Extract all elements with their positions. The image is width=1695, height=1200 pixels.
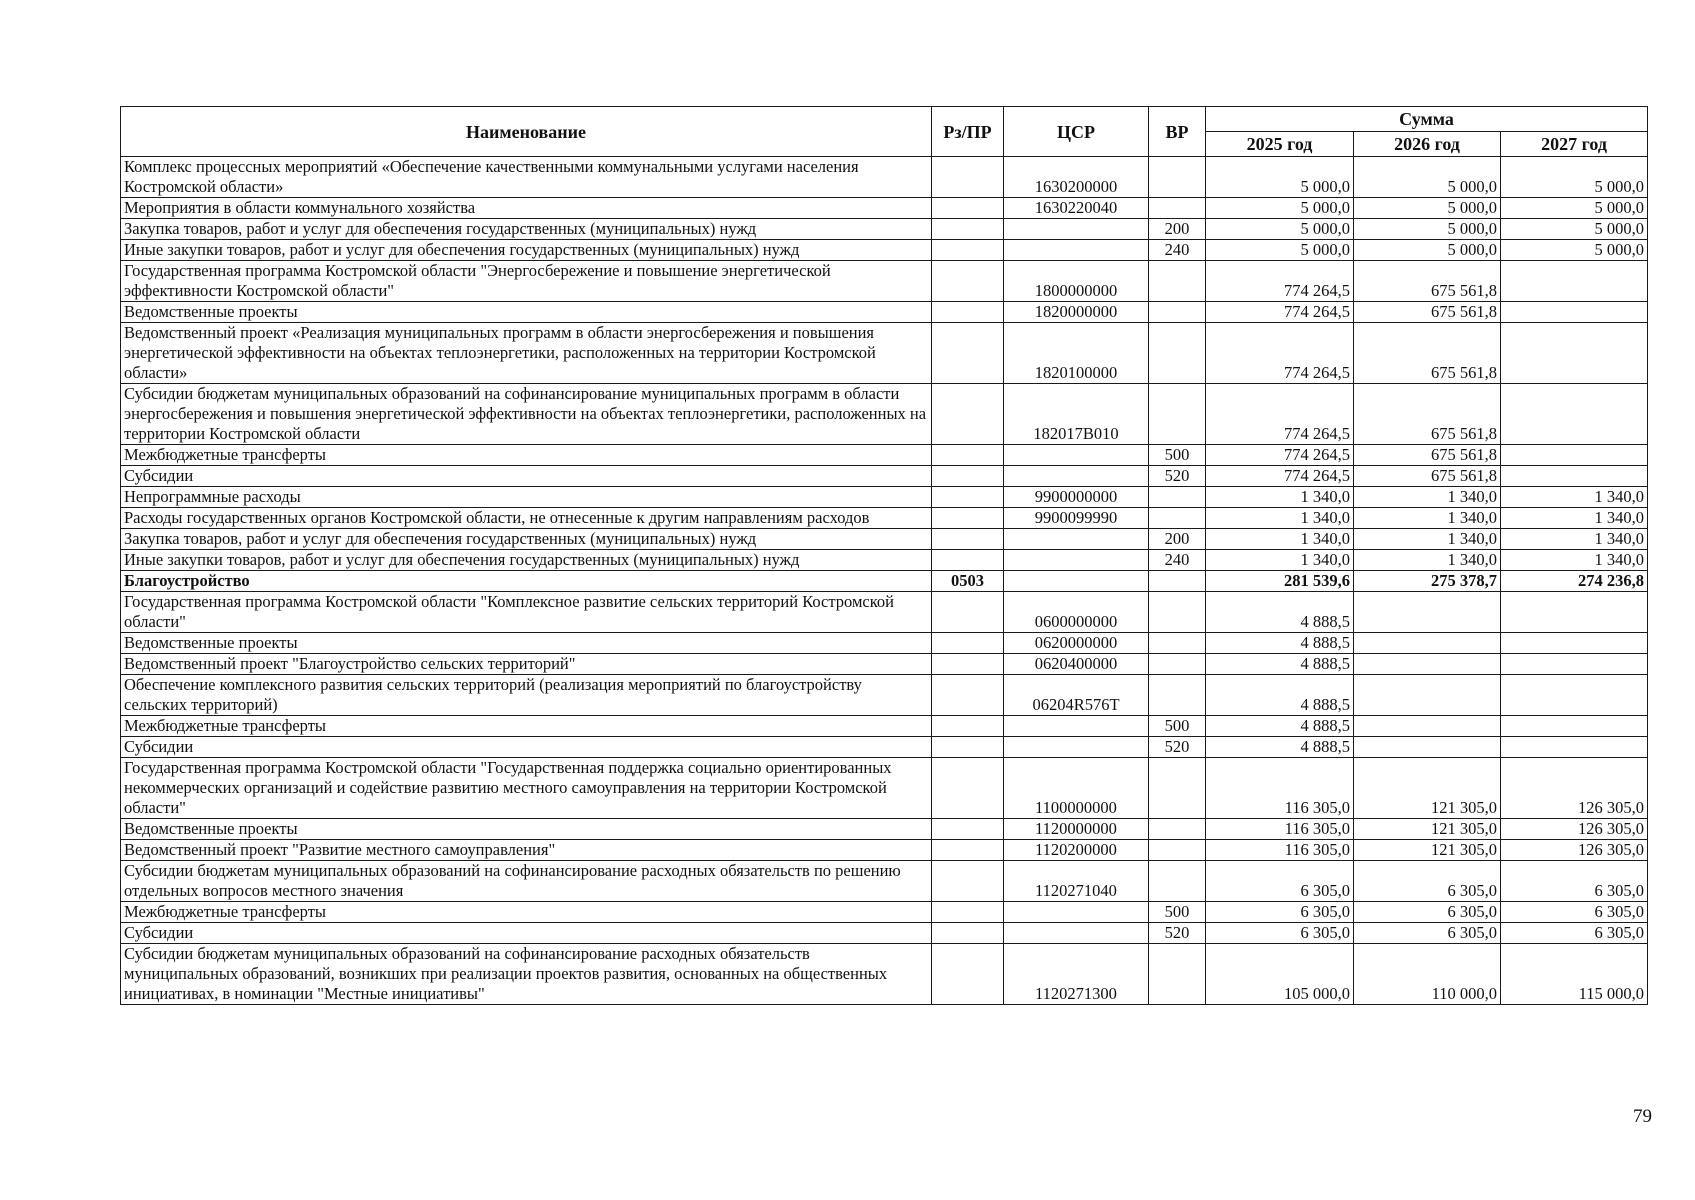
- cell-amount-2027: 6 305,0: [1501, 902, 1648, 923]
- cell-amount-2026: 121 305,0: [1354, 819, 1501, 840]
- cell-rzpr: [932, 198, 1004, 219]
- table-row: [121, 737, 1648, 758]
- cell-name: Непрограммные расходы: [121, 487, 932, 508]
- cell-rzpr: [932, 508, 1004, 529]
- cell-rzpr: [932, 737, 1004, 758]
- table-row: [121, 633, 1648, 654]
- cell-amount-2026: 675 561,8: [1354, 445, 1501, 466]
- cell-amount-2026: 5 000,0: [1354, 219, 1501, 240]
- cell-amount-2027: 6 305,0: [1501, 923, 1648, 944]
- header-name: Наименование: [121, 107, 932, 157]
- cell-rzpr: [932, 529, 1004, 550]
- cell-name: Субсидии бюджетам муниципальных образований на софинансирование расходных обязательств по решению отдельных вопросов местного значения: [121, 861, 932, 902]
- cell-name: Закупка товаров, работ и услуг для обеспечения государственных (муниципальных) нужд: [121, 529, 932, 550]
- cell-rzpr: [932, 550, 1004, 571]
- table-row: [121, 819, 1648, 840]
- cell-vr: 240: [1149, 240, 1206, 261]
- cell-name: Субсидии: [121, 466, 932, 487]
- cell-name: Субсидии: [121, 737, 932, 758]
- cell-amount-2026: [1354, 737, 1501, 758]
- cell-amount-2026: 6 305,0: [1354, 861, 1501, 902]
- cell-amount-2027: [1501, 716, 1648, 737]
- cell-rzpr: [932, 487, 1004, 508]
- table-row: [121, 466, 1648, 487]
- cell-amount-2026: 1 340,0: [1354, 550, 1501, 571]
- cell-csr: [1004, 240, 1149, 261]
- table-row: [121, 261, 1648, 302]
- cell-amount-2025: 116 305,0: [1206, 819, 1354, 840]
- table-row: [121, 219, 1648, 240]
- cell-amount-2027: [1501, 737, 1648, 758]
- cell-vr: [1149, 592, 1206, 633]
- cell-amount-2025: 281 539,6: [1206, 571, 1354, 592]
- cell-rzpr: [932, 840, 1004, 861]
- cell-name: Благоустройство: [121, 571, 932, 592]
- header-year-2026: 2026 год: [1354, 132, 1501, 157]
- cell-name: Ведомственный проект «Реализация муниципальных программ в области энергосбережения и повышения энергетической эффективности на объектах теплоэнергетики, расположенных на территории Костромской области»: [121, 323, 932, 384]
- cell-name: Межбюджетные трансферты: [121, 902, 932, 923]
- cell-csr: 182017В010: [1004, 384, 1149, 445]
- cell-amount-2026: 1 340,0: [1354, 508, 1501, 529]
- cell-amount-2026: 675 561,8: [1354, 466, 1501, 487]
- cell-rzpr: [932, 633, 1004, 654]
- header-sum: Сумма: [1206, 107, 1648, 132]
- cell-name: Ведомственные проекты: [121, 302, 932, 323]
- cell-csr: [1004, 716, 1149, 737]
- table-row: [121, 550, 1648, 571]
- cell-vr: 500: [1149, 716, 1206, 737]
- cell-amount-2025: 774 264,5: [1206, 323, 1354, 384]
- cell-csr: 1820000000: [1004, 302, 1149, 323]
- cell-csr: 1120271300: [1004, 944, 1149, 1005]
- cell-amount-2025: 4 888,5: [1206, 633, 1354, 654]
- table-row: [121, 923, 1648, 944]
- table-row: [121, 157, 1648, 198]
- cell-rzpr: [932, 675, 1004, 716]
- cell-name: Обеспечение комплексного развития сельских территорий (реализация мероприятий по благоустройству сельских территорий): [121, 675, 932, 716]
- cell-rzpr: [932, 384, 1004, 445]
- cell-vr: [1149, 819, 1206, 840]
- cell-amount-2026: 1 340,0: [1354, 529, 1501, 550]
- cell-csr: 1120271040: [1004, 861, 1149, 902]
- cell-rzpr: [932, 466, 1004, 487]
- cell-amount-2027: [1501, 654, 1648, 675]
- cell-name: Ведомственный проект "Благоустройство сельских территорий": [121, 654, 932, 675]
- cell-amount-2026: 675 561,8: [1354, 261, 1501, 302]
- cell-vr: [1149, 261, 1206, 302]
- cell-amount-2025: 4 888,5: [1206, 737, 1354, 758]
- cell-rzpr: [932, 902, 1004, 923]
- cell-amount-2025: 116 305,0: [1206, 840, 1354, 861]
- cell-csr: [1004, 466, 1149, 487]
- cell-vr: [1149, 487, 1206, 508]
- cell-vr: 200: [1149, 219, 1206, 240]
- cell-csr: 1630200000: [1004, 157, 1149, 198]
- cell-name: Межбюджетные трансферты: [121, 716, 932, 737]
- cell-rzpr: [932, 923, 1004, 944]
- table-row: [121, 716, 1648, 737]
- cell-vr: [1149, 758, 1206, 819]
- cell-amount-2027: [1501, 633, 1648, 654]
- cell-rzpr: [932, 240, 1004, 261]
- cell-amount-2026: [1354, 633, 1501, 654]
- cell-vr: [1149, 944, 1206, 1005]
- cell-vr: 520: [1149, 737, 1206, 758]
- cell-csr: 1120200000: [1004, 840, 1149, 861]
- table-row: [121, 861, 1648, 902]
- cell-amount-2026: 5 000,0: [1354, 198, 1501, 219]
- cell-csr: 1100000000: [1004, 758, 1149, 819]
- cell-csr: 1630220040: [1004, 198, 1149, 219]
- cell-name: Мероприятия в области коммунального хозяйства: [121, 198, 932, 219]
- cell-name: Ведомственный проект "Развитие местного самоуправления": [121, 840, 932, 861]
- cell-rzpr: 0503: [932, 571, 1004, 592]
- cell-amount-2026: [1354, 654, 1501, 675]
- cell-amount-2026: 5 000,0: [1354, 157, 1501, 198]
- table-row: [121, 198, 1648, 219]
- cell-amount-2025: 6 305,0: [1206, 861, 1354, 902]
- cell-vr: [1149, 323, 1206, 384]
- cell-amount-2027: 126 305,0: [1501, 758, 1648, 819]
- cell-vr: [1149, 508, 1206, 529]
- cell-name: Государственная программа Костромской области "Государственная поддержка социально ориентированных некоммерческих организаций и содействие развитию местного самоуправления на территории Костромской области": [121, 758, 932, 819]
- cell-csr: [1004, 902, 1149, 923]
- cell-amount-2027: 1 340,0: [1501, 508, 1648, 529]
- cell-csr: [1004, 737, 1149, 758]
- table-row: [121, 384, 1648, 445]
- page-number: 79: [1633, 1106, 1652, 1127]
- cell-amount-2027: [1501, 384, 1648, 445]
- cell-name: Государственная программа Костромской области "Энергосбережение и повышение энергетической эффективности Костромской области": [121, 261, 932, 302]
- cell-csr: 06204R576T: [1004, 675, 1149, 716]
- cell-amount-2027: [1501, 323, 1648, 384]
- cell-amount-2025: 4 888,5: [1206, 592, 1354, 633]
- table-row: [121, 675, 1648, 716]
- cell-amount-2025: 6 305,0: [1206, 902, 1354, 923]
- cell-name: Ведомственные проекты: [121, 819, 932, 840]
- cell-csr: 0600000000: [1004, 592, 1149, 633]
- cell-vr: [1149, 654, 1206, 675]
- cell-vr: 200: [1149, 529, 1206, 550]
- table-row: [121, 902, 1648, 923]
- cell-amount-2025: 105 000,0: [1206, 944, 1354, 1005]
- cell-vr: [1149, 675, 1206, 716]
- table-row: [121, 944, 1648, 1005]
- cell-amount-2026: 6 305,0: [1354, 923, 1501, 944]
- cell-rzpr: [932, 716, 1004, 737]
- cell-vr: [1149, 633, 1206, 654]
- cell-vr: 520: [1149, 466, 1206, 487]
- cell-amount-2025: 1 340,0: [1206, 529, 1354, 550]
- cell-csr: 0620400000: [1004, 654, 1149, 675]
- cell-rzpr: [932, 758, 1004, 819]
- table-row: [121, 840, 1648, 861]
- cell-amount-2027: [1501, 592, 1648, 633]
- cell-rzpr: [932, 654, 1004, 675]
- cell-vr: [1149, 861, 1206, 902]
- cell-rzpr: [932, 592, 1004, 633]
- cell-name: Закупка товаров, работ и услуг для обеспечения государственных (муниципальных) нужд: [121, 219, 932, 240]
- cell-vr: [1149, 302, 1206, 323]
- cell-name: Расходы государственных органов Костромской области, не отнесенные к другим направлениям расходов: [121, 508, 932, 529]
- cell-amount-2027: 5 000,0: [1501, 157, 1648, 198]
- cell-amount-2025: 5 000,0: [1206, 198, 1354, 219]
- cell-name: Субсидии бюджетам муниципальных образований на софинансирование расходных обязательств муниципальных образований, возникших при реализации проектов развития, основанных на общественных инициативах, в номинации "Местные инициативы": [121, 944, 932, 1005]
- cell-vr: [1149, 157, 1206, 198]
- cell-amount-2026: 110 000,0: [1354, 944, 1501, 1005]
- cell-amount-2025: 4 888,5: [1206, 654, 1354, 675]
- header-csr: ЦСР: [1004, 107, 1149, 157]
- cell-amount-2027: 115 000,0: [1501, 944, 1648, 1005]
- cell-amount-2027: 6 305,0: [1501, 861, 1648, 902]
- header-rzpr: Рз/ПР: [932, 107, 1004, 157]
- cell-csr: 9900000000: [1004, 487, 1149, 508]
- table-row: [121, 592, 1648, 633]
- cell-rzpr: [932, 219, 1004, 240]
- cell-amount-2025: 5 000,0: [1206, 157, 1354, 198]
- cell-csr: 1120000000: [1004, 819, 1149, 840]
- cell-amount-2027: [1501, 675, 1648, 716]
- cell-amount-2025: 1 340,0: [1206, 487, 1354, 508]
- cell-amount-2026: 5 000,0: [1354, 240, 1501, 261]
- cell-csr: [1004, 529, 1149, 550]
- cell-rzpr: [932, 819, 1004, 840]
- cell-amount-2025: 4 888,5: [1206, 716, 1354, 737]
- cell-amount-2027: 274 236,8: [1501, 571, 1648, 592]
- cell-csr: 0620000000: [1004, 633, 1149, 654]
- cell-amount-2025: 5 000,0: [1206, 240, 1354, 261]
- cell-amount-2025: 774 264,5: [1206, 261, 1354, 302]
- cell-name: Ведомственные проекты: [121, 633, 932, 654]
- cell-rzpr: [932, 302, 1004, 323]
- cell-name: Государственная программа Костромской области "Комплексное развитие сельских территорий Костромской области": [121, 592, 932, 633]
- cell-amount-2027: 126 305,0: [1501, 840, 1648, 861]
- cell-rzpr: [932, 445, 1004, 466]
- cell-amount-2026: 675 561,8: [1354, 323, 1501, 384]
- cell-amount-2026: [1354, 675, 1501, 716]
- cell-amount-2027: 126 305,0: [1501, 819, 1648, 840]
- budget-table: [120, 106, 1648, 1005]
- cell-amount-2025: 116 305,0: [1206, 758, 1354, 819]
- cell-amount-2025: 1 340,0: [1206, 508, 1354, 529]
- cell-name: Комплекс процессных мероприятий «Обеспечение качественными коммунальными услугами населения Костромской области»: [121, 157, 932, 198]
- table-row: [121, 571, 1648, 592]
- cell-vr: [1149, 571, 1206, 592]
- cell-amount-2026: 6 305,0: [1354, 902, 1501, 923]
- cell-vr: [1149, 384, 1206, 445]
- table-row: [121, 487, 1648, 508]
- cell-amount-2027: 5 000,0: [1501, 219, 1648, 240]
- cell-amount-2027: 1 340,0: [1501, 550, 1648, 571]
- cell-name: Субсидии: [121, 923, 932, 944]
- cell-amount-2027: 5 000,0: [1501, 240, 1648, 261]
- cell-amount-2025: 774 264,5: [1206, 384, 1354, 445]
- cell-amount-2026: [1354, 716, 1501, 737]
- cell-name: Межбюджетные трансферты: [121, 445, 932, 466]
- cell-amount-2027: [1501, 466, 1648, 487]
- cell-vr: 240: [1149, 550, 1206, 571]
- cell-amount-2025: 1 340,0: [1206, 550, 1354, 571]
- cell-amount-2025: 774 264,5: [1206, 445, 1354, 466]
- table-body: [121, 157, 1648, 1005]
- cell-vr: 500: [1149, 902, 1206, 923]
- cell-amount-2026: 275 378,7: [1354, 571, 1501, 592]
- cell-rzpr: [932, 261, 1004, 302]
- cell-csr: 9900099990: [1004, 508, 1149, 529]
- cell-amount-2026: 1 340,0: [1354, 487, 1501, 508]
- table-row: [121, 654, 1648, 675]
- cell-csr: [1004, 923, 1149, 944]
- cell-vr: 500: [1149, 445, 1206, 466]
- table-row: [121, 323, 1648, 384]
- cell-csr: 1820100000: [1004, 323, 1149, 384]
- cell-amount-2027: 1 340,0: [1501, 529, 1648, 550]
- cell-name: Субсидии бюджетам муниципальных образований на софинансирование муниципальных программ в области энергосбережения и повышения энергетической эффективности на объектах теплоэнергетики, расположенных на территории Костромской области: [121, 384, 932, 445]
- cell-amount-2027: 5 000,0: [1501, 198, 1648, 219]
- cell-amount-2027: [1501, 261, 1648, 302]
- cell-rzpr: [932, 323, 1004, 384]
- cell-csr: [1004, 219, 1149, 240]
- cell-amount-2027: 1 340,0: [1501, 487, 1648, 508]
- cell-amount-2025: 4 888,5: [1206, 675, 1354, 716]
- cell-amount-2026: 675 561,8: [1354, 302, 1501, 323]
- cell-amount-2026: 121 305,0: [1354, 758, 1501, 819]
- cell-rzpr: [932, 944, 1004, 1005]
- header-vr: ВР: [1149, 107, 1206, 157]
- cell-csr: [1004, 571, 1149, 592]
- table-row: [121, 529, 1648, 550]
- cell-amount-2026: 675 561,8: [1354, 384, 1501, 445]
- cell-vr: [1149, 840, 1206, 861]
- cell-amount-2025: 774 264,5: [1206, 302, 1354, 323]
- table-row: [121, 758, 1648, 819]
- cell-rzpr: [932, 157, 1004, 198]
- cell-rzpr: [932, 861, 1004, 902]
- cell-amount-2025: 6 305,0: [1206, 923, 1354, 944]
- cell-amount-2026: [1354, 592, 1501, 633]
- table-row: [121, 240, 1648, 261]
- cell-vr: 520: [1149, 923, 1206, 944]
- table-header: [121, 107, 1648, 157]
- cell-amount-2027: [1501, 445, 1648, 466]
- table-row: [121, 508, 1648, 529]
- header-year-2027: 2027 год: [1501, 132, 1648, 157]
- cell-amount-2025: 5 000,0: [1206, 219, 1354, 240]
- cell-vr: [1149, 198, 1206, 219]
- cell-csr: [1004, 550, 1149, 571]
- cell-amount-2026: 121 305,0: [1354, 840, 1501, 861]
- cell-amount-2027: [1501, 302, 1648, 323]
- header-year-2025: 2025 год: [1206, 132, 1354, 157]
- cell-csr: [1004, 445, 1149, 466]
- table-row: [121, 445, 1648, 466]
- cell-csr: 1800000000: [1004, 261, 1149, 302]
- cell-amount-2025: 774 264,5: [1206, 466, 1354, 487]
- cell-name: Иные закупки товаров, работ и услуг для обеспечения государственных (муниципальных) нужд: [121, 550, 932, 571]
- table-row: [121, 302, 1648, 323]
- cell-name: Иные закупки товаров, работ и услуг для обеспечения государственных (муниципальных) нужд: [121, 240, 932, 261]
